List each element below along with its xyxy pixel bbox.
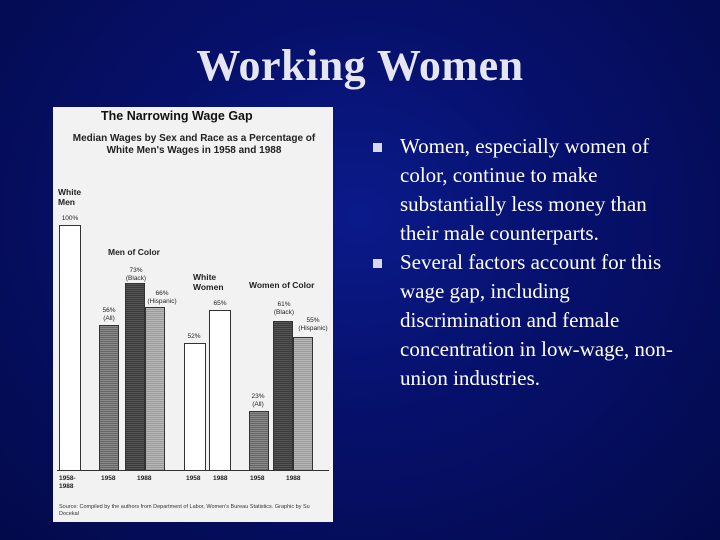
bullet-item xyxy=(370,248,690,393)
bar-label: 52% xyxy=(187,333,201,340)
bar-men-of-color-1958 xyxy=(99,325,119,471)
group-label-men-of-color: Men of Color xyxy=(108,247,160,257)
bar-label: 23% (All) xyxy=(251,393,265,408)
bar-label: 65% xyxy=(213,300,227,307)
square-bullet-icon xyxy=(373,259,382,268)
group-label-women-of-color: Women of Color xyxy=(249,280,315,290)
bar-white-men xyxy=(59,225,81,471)
bar-women-of-color-1988-hispanic xyxy=(293,337,313,471)
bar-label: 73% (Black) xyxy=(125,267,147,282)
bullet-list xyxy=(370,132,690,393)
figure-source: Source: Compiled by the authors from Department of Labor, Women's Bureau Statistics. Graphic by Su Docekal xyxy=(59,504,310,517)
year-label: 1958 xyxy=(250,475,265,482)
bar-label: 56% (All) xyxy=(102,307,116,322)
year-label: 1958-1988 xyxy=(59,475,76,490)
year-label: 1958 xyxy=(186,475,201,482)
bullet-text: Several factors account for this wage gap, including discrimination and female concentration in low-wage, non-union industries. xyxy=(400,250,673,390)
figure-subtitle: Median Wages by Sex and Race as a Percentage of White Men's Wages in 1958 and 1988 xyxy=(72,133,316,156)
bar-women-of-color-1958 xyxy=(249,411,269,471)
bar-women-of-color-1988-black xyxy=(273,321,293,471)
bar-white-women-1958 xyxy=(184,343,206,471)
year-label: 1988 xyxy=(286,475,301,482)
year-label: 1988 xyxy=(137,475,152,482)
chart-baseline xyxy=(57,470,329,471)
bar-label: 61% (Black) xyxy=(273,301,295,316)
year-label: 1958 xyxy=(101,475,116,482)
wage-gap-figure xyxy=(53,107,333,522)
bar-label: 66% (Hispanic) xyxy=(147,290,177,305)
bar-men-of-color-1988-hispanic xyxy=(145,307,165,471)
figure-title: The Narrowing Wage Gap xyxy=(101,109,253,123)
group-label-white-men: White Men xyxy=(58,187,82,207)
bullet-item xyxy=(370,132,690,248)
bullet-text: Women, especially women of color, continue to make substantially less money than their male counterparts. xyxy=(400,134,650,245)
bar-label: 100% xyxy=(61,215,79,222)
slide-title: Working Women xyxy=(196,41,524,90)
bar-white-women-1988 xyxy=(209,310,231,471)
square-bullet-icon xyxy=(373,143,382,152)
bar-men-of-color-1988-black xyxy=(125,283,145,471)
year-label: 1988 xyxy=(213,475,228,482)
group-label-white-women: White Women xyxy=(193,272,224,292)
bar-label: 55% (Hispanic) xyxy=(298,317,328,332)
